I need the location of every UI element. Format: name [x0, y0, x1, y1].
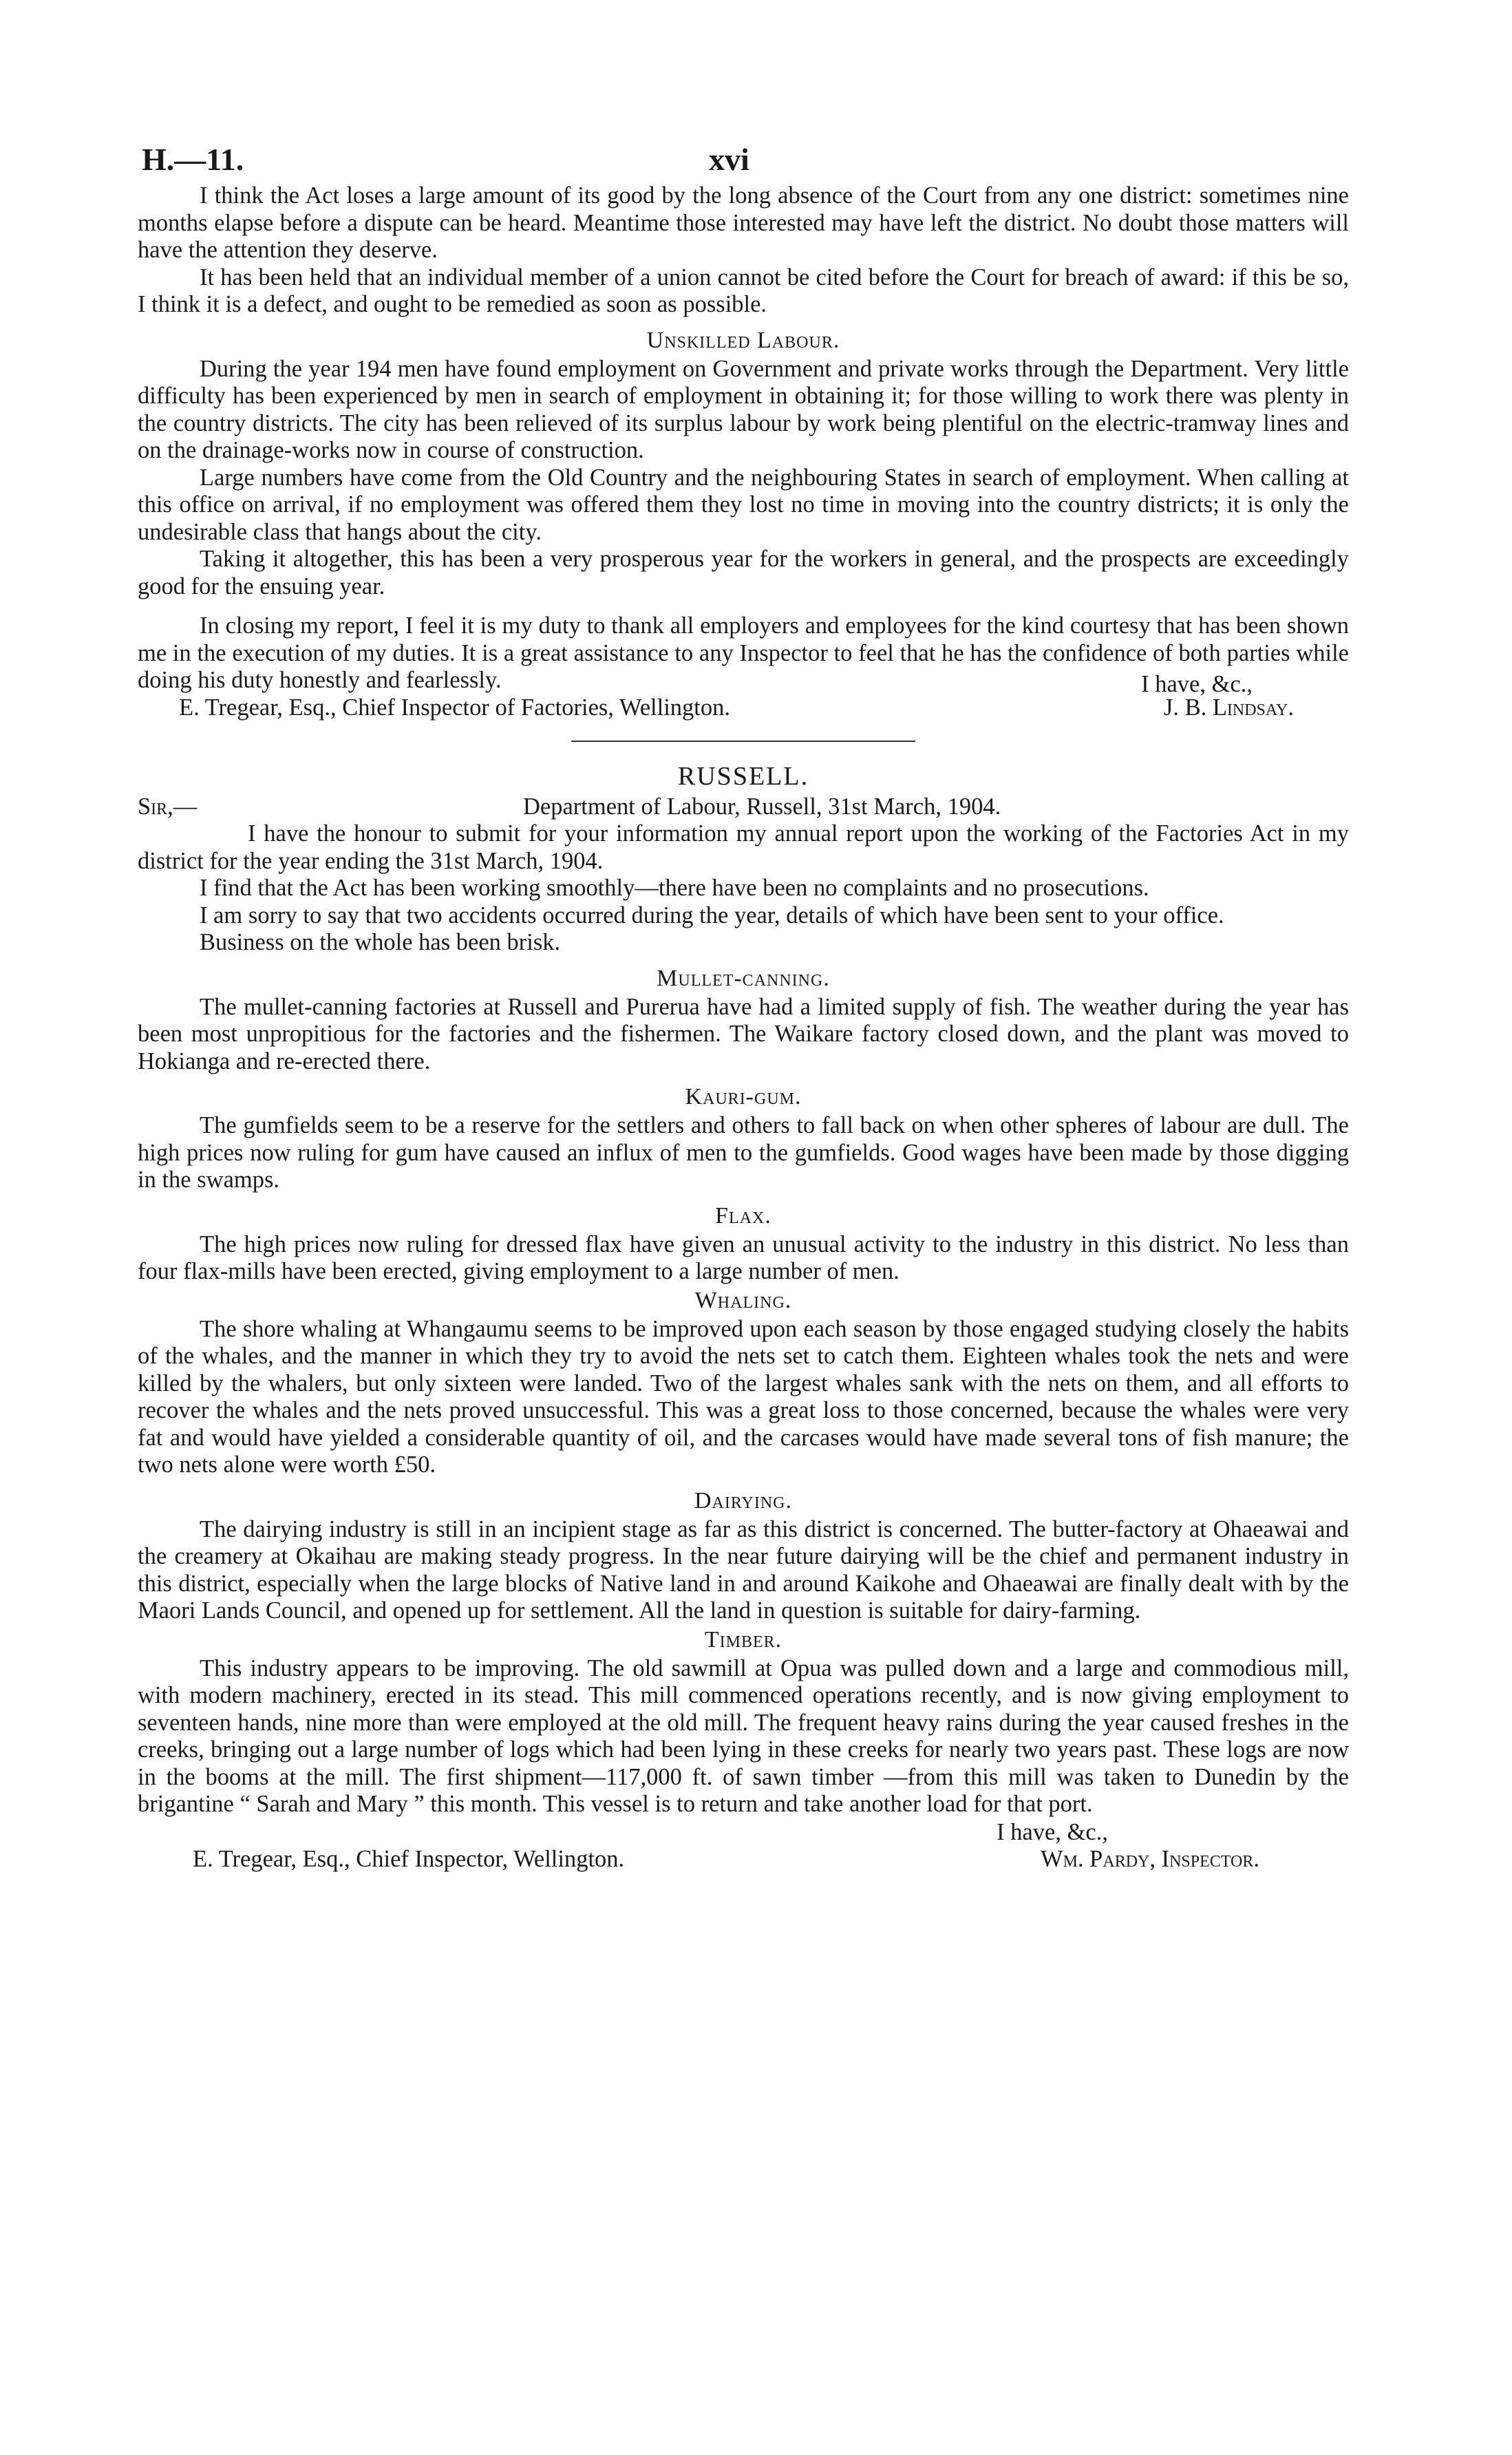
- court-paragraph-1: I think the Act loses a large amount of its good by the long absence of the Court from any one district: sometimes nine months elapse before a dispute can be heard. Meantime those interested may have left the district. No doubt those matters will have the attention they deserve.: [138, 182, 1349, 263]
- heading-unskilled-labour: Unskilled Labour.: [646, 327, 840, 353]
- signature-block-pardy: [138, 1846, 1349, 1873]
- russell-paragraph-1: I have the honour to submit for your information my annual report upon the working of the Factories Act in my district for the year ending the 31st March, 1904.: [138, 820, 1349, 874]
- signature-block-lindsay: [138, 694, 1349, 722]
- signer-name-pardy: Wm. Pardy, Inspector.: [1041, 1845, 1259, 1872]
- page-number: xvi: [709, 142, 749, 177]
- unskilled-paragraph-1: During the year 194 men have found employment on Government and private works through the Department. Very little difficulty has been experienced by men in search of employment in obtaining it; for those willing to work there was plenty in the country districts. The city has been relieved of its surplus labour by work being plentiful on the electric-tramway lines and on the drainage-works now in course of construction.: [138, 355, 1349, 463]
- heading-mullet-canning: Mullet-canning.: [657, 965, 830, 991]
- closing-paragraph: In closing my report, I feel it is my duty to thank all employers and employees for the kind courtesy that has been shown me in the execution of my duties. It is a great assistance to any Inspector to feel that he has the confidence of both parties while doing his duty honestly and fearlessly.: [138, 613, 1349, 693]
- heading-whaling: Whaling.: [694, 1287, 792, 1313]
- heading-timber: Timber.: [704, 1626, 782, 1652]
- russell-paragraph-4: Business on the whole has been brisk.: [200, 929, 561, 955]
- addressee-pardy: E. Tregear, Esq., Chief Inspector, Wellington.: [193, 1845, 625, 1872]
- dateline: Department of Labour, Russell, 31st March, 1904.: [523, 794, 1001, 820]
- page-header: [138, 141, 1349, 182]
- addressee: E. Tregear, Esq., Chief Inspector of Factories, Wellington.: [179, 694, 731, 721]
- heading-dairying: Dairying.: [694, 1487, 793, 1513]
- closing-formula: I have, &c.,: [1141, 670, 1253, 697]
- signer-name: J. B. Lindsay.: [1163, 694, 1294, 721]
- mullet-paragraph: The mullet-canning factories at Russell and Purerua have had a limited supply of fish. The weather during the year has been most unpropitious for the factories and the fishermen. The Waikare factory closed down, and the plant was moved to Hokianga and re-erected there.: [138, 993, 1349, 1074]
- salutation: Sir,—: [138, 794, 198, 820]
- russell-paragraph-3: I am sorry to say that two accidents occurred during the year, details of which have been sent to your office.: [200, 902, 1224, 928]
- russell-paragraph-2: I find that the Act has been working smoothly—there have been no complaints and no prosecutions.: [200, 875, 1149, 901]
- document-reference: H.—11.: [142, 142, 244, 177]
- document-page: [138, 141, 1349, 1873]
- flax-paragraph: The high prices now ruling for dressed flax have given an unusual activity to the industry in this district. No less than four flax-mills have been erected, giving employment to a large number of men.: [138, 1231, 1349, 1284]
- timber-paragraph: This industry appears to be improving. The old sawmill at Opua was pulled down and a large and commodious mill, with modern machinery, erected in its stead. This mill commenced operations recently, and is now giving employment to seventeen hands, nine more than were employed at the old mill. The frequent heavy rains during the year caused freshes in the creeks, bringing out a large number of logs which had been lying in these creeks for nearly two years past. These logs are now in the booms at the mill. The first shipment—117,000 ft. of sawn timber —from this mill was taken to Dunedin by the brigantine “ Sarah and Mary ” this month. This vessel is to return and take another load for that port.: [138, 1655, 1349, 1817]
- kauri-paragraph: The gumfields seem to be a reserve for the settlers and others to fall back on when other spheres of labour are dull. The high prices now ruling for gum have caused an influx of men to the gumfields. Good wages have been made by those digging in the swamps.: [138, 1112, 1349, 1193]
- whaling-paragraph: The shore whaling at Whangaumu seems to be improved upon each season by those engaged studying closely the habits of the whales, and the manner in which they try to avoid the nets set to catch them. Eighteen whales took the nets and were killed by the whalers, but only sixteen were landed. Two of the largest whales sank with the nets on them, and all efforts to recover the whales and the nets proved unsuccessful. This was a great loss to those concerned, because the whales were very fat and would have yielded a considerable quantity of oil, and the carcases would have made several tons of fish manure; the two nets alone were worth £50.: [138, 1315, 1349, 1478]
- closing-formula-pardy: I have, &c.,: [997, 1818, 1108, 1845]
- heading-flax: Flax.: [715, 1202, 771, 1229]
- dairying-paragraph: The dairying industry is still in an incipient stage as far as this district is concerned. The butter-factory at Ohaeawai and the creamery at Okaihau are making steady progress. In the near future dairying will be the chief and permanent industry in this district, especially when the large blocks of Native land in and around Kaikohe and Ohaeawai are finally dealt with by the Maori Lands Council, and opened up for settlement. All the land in question is suitable for dairy-farming.: [138, 1516, 1349, 1624]
- court-paragraph-2: It has been held that an individual member of a union cannot be cited before the Court for breach of award: if this be so, I think it is a defect, and ought to be remedied as soon as possible.: [138, 264, 1349, 317]
- heading-russell: RUSSELL.: [677, 762, 809, 791]
- unskilled-paragraph-2: Large numbers have come from the Old Country and the neighbouring States in search of employment. When calling at this office on arrival, if no employment was offered them they lost no time in moving into the country districts; it is only the undesirable class that hangs about the city.: [138, 464, 1349, 545]
- dateline-row: [138, 793, 1349, 820]
- section-divider: [571, 741, 915, 742]
- heading-kauri-gum: Kauri-gum.: [685, 1084, 802, 1109]
- unskilled-paragraph-3: Taking it altogether, this has been a very prosperous year for the workers in general, and the prospects are exceedingly good for the ensuing year.: [138, 546, 1349, 599]
